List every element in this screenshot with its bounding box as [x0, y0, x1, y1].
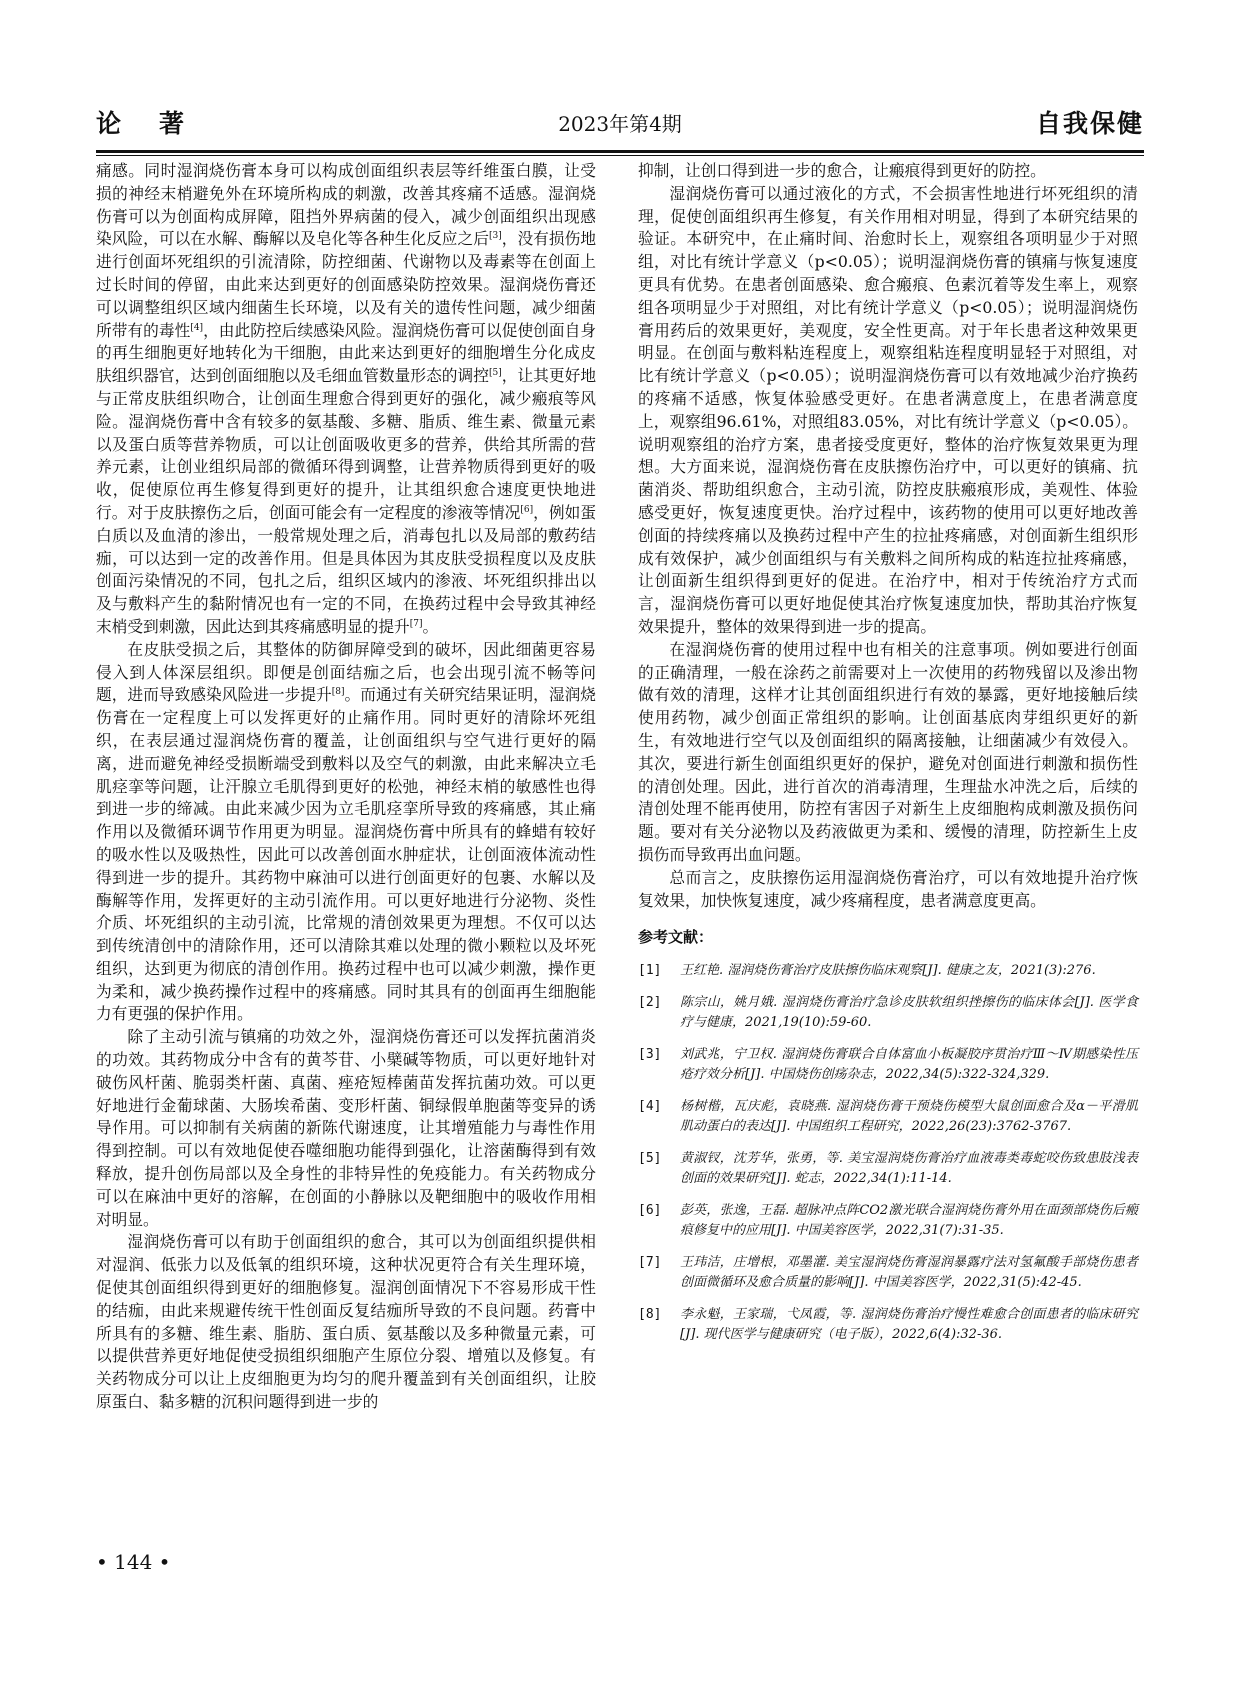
references-title: 参考文献：	[638, 928, 714, 947]
citation-marker: [3]	[488, 231, 502, 242]
citation-marker: [5]	[488, 368, 502, 379]
reference-text: 刘武兆，宁卫权. 湿润烧伤膏联合自体富血小板凝胶序贯治疗Ⅲ～Ⅳ期感染性压疮疗效分析[J]. 中国烧伤创疡杂志，2022,34(5):322-324,329.	[680, 1047, 1138, 1083]
paragraph-text: 除了主动引流与镇痛的功效之外，湿润烧伤膏还可以发挥抗菌消炎的功效。其药物成分中含有的黄芩苷、小檗碱等物质，可以更好地针对破伤风杆菌、脆弱类杆菌、真菌、痤疮短棒菌苗发挥抗菌功效。可以更好地进行金葡球菌、大肠埃希菌、变形杆菌、铜绿假单胞菌等变异的诱导作用。可以抑制有关病菌的新陈代谢速度，让其增殖能力与毒性作用得到控制。可以有效地促使吞噬细胞功能得到强化，让溶菌酶得到有效释放，提升创伤局部以及全身性的非特异性的免疫能力。有关药物成分可以在麻油中更好的溶解，在创面的小静脉以及靶细胞中的吸收作用相对明显。	[96, 1027, 596, 1229]
right-column	[638, 160, 1138, 1357]
paragraph	[96, 1026, 596, 1231]
reference-number: [5]	[638, 1151, 662, 1167]
reference-number: [7]	[638, 1255, 662, 1271]
reference-item	[638, 993, 1138, 1033]
reference-number: [8]	[638, 1307, 662, 1323]
reference-number: [2]	[638, 995, 662, 1011]
reference-text: 杨树楷，瓦庆彪，袁晓燕. 湿润烧伤膏干预烧伤模型大鼠创面愈合及α－平滑肌肌动蛋白的表达[J]. 中国组织工程研究，2022,26(23):3762-3767.	[680, 1099, 1138, 1135]
left-column	[96, 160, 596, 1414]
paragraph-text: 在皮肤受损之后，其整体的防御屏障受到的破坏，因此细菌更容易侵入到人体深层组织。即便是创面结痂之后，也会出现引流不畅等问题，进而导致感染风险进一步提升	[96, 639, 596, 705]
paragraph	[96, 160, 596, 639]
reference-number: [4]	[638, 1099, 662, 1115]
paragraph-text: 湿润烧伤膏可以通过液化的方式，不会损害性地进行坏死组织的清理，促使创面组织再生修复，有关作用相对明显，得到了本研究结果的验证。本研究中，在止痛时间、治愈时长上，观察组各项明显少于对照组，对比有统计学意义（p<0.05）；说明湿润烧伤膏的镇痛与恢复速度更具有优势。在患者创面感染、愈合瘢痕、色素沉着等发生率上，观察组各项明显少于对照组，对比有统计学意义（p<0.05）；说明湿润烧伤膏用药后的效果更好，美观度，安全性更高。对于年长患者这种效果更明显。在创面与敷料粘连程度上，观察组粘连程度明显轻于对照组，对比有统计学意义（p<0.05）；说明湿润烧伤膏可以有效地减少治疗换药的疼痛不适感，恢复体验感受更好。在患者满意度上，在患者满意度上，观察组96.61%，对照组83.05%，对比有统计学意义（p<0.05）。说明观察组的治疗方案，患者接受度更好，整体的治疗恢复效果更为理想。大方面来说，湿润烧伤膏在皮肤擦伤治疗中，可以更好的镇痛、抗菌消炎、帮助组织愈合，主动引流，防控皮肤瘢痕形成，美观性、体验感受更好，恢复速度更快。治疗过程中，该药物的使用可以更好地改善创面的持续疼痛以及换药过程中产生的拉扯疼痛感，对创面新生组织形成有效保护，减少创面组织与有关敷料之间所构成的粘连拉扯疼痛感，让创面新生组织得到更好的促进。在治疗中，相对于传统治疗方式而言，湿润烧伤膏可以更好地促使其治疗恢复速度加快，帮助其治疗恢复效果提升，整体的效果得到进一步的提高。	[638, 183, 1138, 636]
paragraph-text: ，例如蛋白质以及血清的渗出，一般常规处理之后，消毒包扎以及局部的敷药结痂，可以达到一定的改善作用。但是具体因为其皮肤受损程度以及皮肤创面污染情况的不同，包扎之后，组织区域内的渗液、坏死组织排出以及与敷料产生的黏附情况也有一定的不同，在换药过程中会导致其神经末梢受到刺激，因此达到其疼痛感明显的提升	[96, 502, 597, 636]
reference-item	[638, 961, 1138, 981]
header-rule	[96, 150, 1144, 153]
paragraph-text: 抑制，让创口得到进一步的愈合，让瘢痕得到更好的防控。	[638, 161, 1046, 180]
reference-text: 陈宗山，姚月娥. 湿润烧伤膏治疗急诊皮肤软组织挫擦伤的临床体会[J]. 医学食疗与健康，2021,19(10):59-60.	[680, 995, 1138, 1031]
paragraph-text: 在湿润烧伤膏的使用过程中也有相关的注意事项。例如要进行创面的正确清理，一般在涂药之前需要对上一次使用的药物残留以及渗出物做有效的清理，这样才让其创面组织进行有效的暴露，更好地接触后续使用药物，减少创面正常组织的影响。让创面基底肉芽组织更好的新生，有效地进行空气以及创面组织的隔离接触，让细菌减少有效侵入。其次，要进行新生创面组织更好的保护，避免对创面进行刺激和损伤性的清创处理。因此，进行首次的消毒清理，生理盐水冲洗之后，后续的清创处理不能再使用，防控有害因子对新生上皮细胞构成刺激及损伤问题。要对有关分泌物以及药液做更为柔和、缓慢的清理，防控新生上皮损伤而导致再出血问题。	[638, 639, 1138, 864]
reference-text: 李永魁，王家瑞，弋凤霞，等. 湿润烧伤膏治疗慢性难愈合创面患者的临床研究[J]. 现代医学与健康研究（电子版），2022,6(4):32-36.	[680, 1307, 1138, 1343]
reference-number: [1]	[638, 963, 662, 979]
reference-text: 王玮洁，庄增根，邓墨灌. 美宝湿润烧伤膏湿润暴露疗法对氢氟酸手部烧伤患者创面微循环及愈合质量的影响[J]. 中国美容医学，2022,31(5):42-45.	[680, 1255, 1138, 1291]
reference-item	[638, 1253, 1138, 1293]
citation-marker: [6]	[520, 504, 534, 515]
reference-text: 王红艳. 湿润烧伤膏治疗皮肤擦伤临床观察[J]. 健康之友，2021(3):276.	[680, 963, 1096, 979]
citation-marker: [7]	[409, 618, 423, 629]
paragraph-text: 总而言之，皮肤擦伤运用湿润烧伤膏治疗，可以有效地提升治疗恢复效果，加快恢复速度，减少疼痛程度，患者满意度更高。	[638, 867, 1138, 910]
paragraph-text: ，没有损伤地进行创面坏死组织的引流清除，防控细菌、代谢物以及毒素等在创面上过长时间的停留，由此来达到更好的创面感染防控效果。湿润烧伤膏还可以调整组织区域内细菌生长环境，以及有关的遗传性问题，减少细菌所带有的毒性	[96, 229, 597, 340]
reference-item	[638, 1097, 1138, 1137]
paragraph	[638, 867, 1138, 913]
paragraph	[638, 183, 1138, 639]
paragraph	[96, 1231, 596, 1413]
reference-number: [6]	[638, 1203, 662, 1219]
paragraph	[638, 160, 1138, 183]
reference-item	[638, 1201, 1138, 1241]
header-rule-thin	[96, 155, 1144, 156]
paragraph-text: 痛感。同时湿润烧伤膏本身可以构成创面组织表层等纤维蛋白膜，让受损的神经末梢避免外在环境所构成的刺激，改善其疼痛不适感。湿润烧伤膏可以为创面构成屏障，阻挡外界病菌的侵入，减少创面组织出现感染风险，可以在水解、酶解以及皂化等各种生化反应之后	[96, 161, 596, 249]
reference-item	[638, 1305, 1138, 1345]
paragraph-text: 。	[422, 616, 439, 636]
journal-title: 自我保健	[1035, 109, 1144, 138]
paragraph	[638, 639, 1138, 867]
paragraph	[96, 639, 596, 1027]
right-column-paragraphs	[638, 160, 1138, 912]
citation-marker: [8]	[331, 687, 345, 698]
citation-marker: [4]	[190, 322, 204, 333]
issue-label: 2023年第4期	[558, 112, 682, 136]
reference-item	[638, 1045, 1138, 1085]
paragraph-text: ，让其更好地与正常皮肤组织吻合，让创面生理愈合得到更好的强化，减少瘢痕等风险。湿润烧伤膏中含有较多的氨基酸、多糖、脂质、维生素、微量元素以及蛋白质等营养物质，可以让创面吸收更多的营养，供给其所需的营养元素，让创业组织局部的微循环得到调整，让营养物质得到更好的吸收，促使原位再生修复得到更好的提升，让其组织愈合速度更快地进行。对于皮肤擦伤之后，创面可能会有一定程度的渗液等情况	[96, 366, 597, 522]
reference-text: 彭英，张逸，王磊. 超脉冲点阵CO2激光联合湿润烧伤膏外用在面颈部烧伤后瘢痕修复中的应用[J]. 中国美容医学，2022,31(7):31-35.	[680, 1203, 1138, 1239]
paragraph-text: ，由此防控后续感染风险。湿润烧伤膏可以促使创面自身的再生细胞更好地转化为干细胞，由此来达到更好的细胞增生分化成皮肤组织器官，达到创面细胞以及毛细血管数量形态的调控	[96, 320, 597, 386]
references-list	[638, 961, 1138, 1345]
page-header	[96, 96, 1144, 136]
reference-item	[638, 1149, 1138, 1189]
reference-number: [3]	[638, 1047, 662, 1063]
reference-text: 黄淑钗，沈芳华，张勇，等. 美宝湿润烧伤膏治疗血液毒类毒蛇咬伤致患肢浅表创面的效果研究[J]. 蛇志，2022,34(1):11-14.	[680, 1151, 1138, 1187]
paragraph-text: 。而通过有关研究结果证明，湿润烧伤膏在一定程度上可以发挥更好的止痛作用。同时更好的清除坏死组织，在表层通过湿润烧伤膏的覆盖，让创面组织与空气进行更好的隔离，进而避免神经受损断端受到敷料以及空气的刺激，由此来解决立毛肌痉挛等问题，让汗腺立毛肌得到更好的松弛，神经末梢的敏感性也得到进一步的缔减。由此来减少因为立毛肌痉挛所导致的疼痛感，其止痛作用以及微循环调节作用更为明显。湿润烧伤膏中所具有的蜂蜡有较好的吸水性以及吸热性，因此可以改善创面水肿症状，让创面液体流动性得到进一步的提升。其药物中麻油可以进行创面更好的包裹、水解以及酶解等作用，发挥更好的主动引流作用。可以更好地进行分泌物、炎性介质、坏死组织的主动引流，比常规的清创效果更为理想。不仅可以达到传统清创中的清除作用，还可以清除其难以处理的微小颗粒以及坏死组织，达到更为彻底的清创作用。换药过程中也可以减少刺激，操作更为柔和，减少换药操作过程中的疼痛感。同时其具有的创面再生细胞能力有更强的保护作用。	[96, 685, 596, 1024]
section-label: 论著	[96, 109, 223, 138]
paragraph-text: 湿润烧伤膏可以有助于创面组织的愈合，其可以为创面组织提供相对湿润、低张力以及低氧的组织环境，这种状况更符合有关生理环境，促使其创面组织得到更好的细胞修复。湿润创面情况下不容易形成干性的结痂，由此来规避传统干性创面反复结痂所导致的不良问题。药膏中所具有的多糖、维生素、脂肪、蛋白质、氨基酸以及多种微量元素，可以提供营养更好地促使受损组织细胞产生原位分裂、增殖以及修复。有关药物成分可以让上皮细胞更为均匀的爬升覆盖到有关创面组织，让胶原蛋白、黏多糖的沉积问题得到进一步的	[96, 1232, 596, 1412]
page-number: • 144 •	[96, 1550, 171, 1574]
